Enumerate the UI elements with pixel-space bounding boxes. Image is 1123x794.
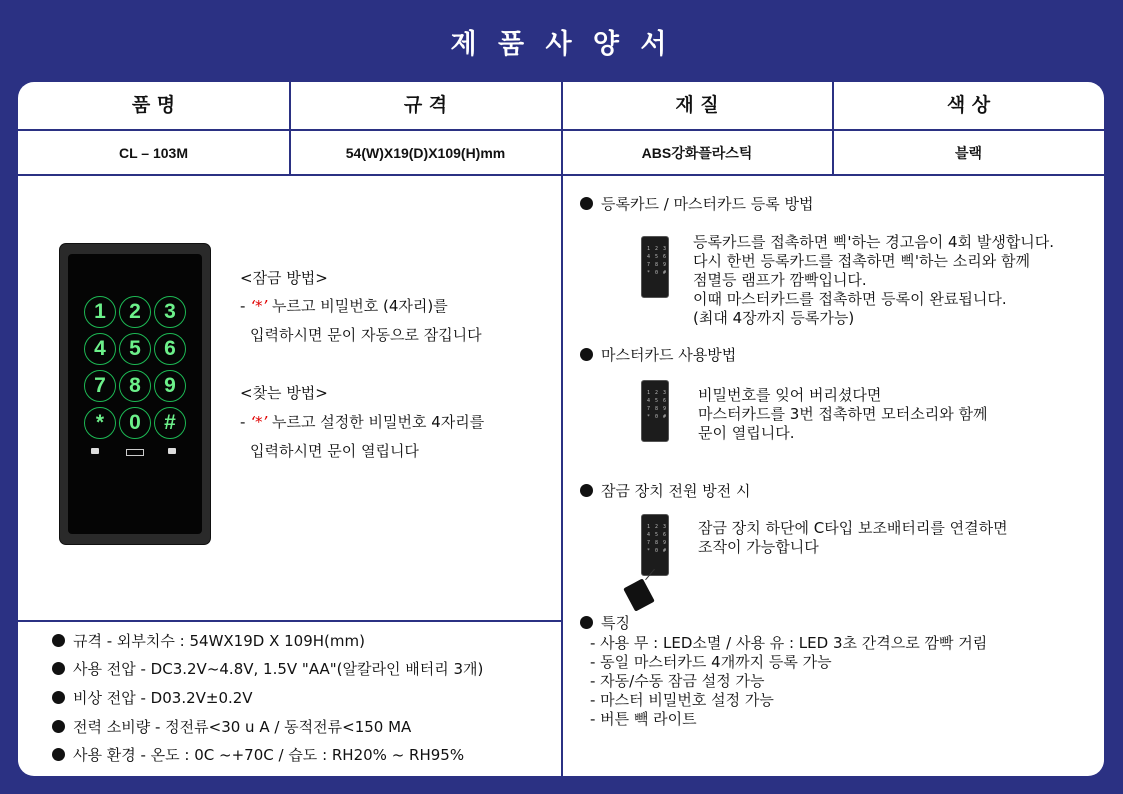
spec-product-name: CL – 103M — [119, 145, 188, 161]
master-usage-line: 문이 열립니다. — [698, 424, 795, 442]
power-out-line: 조작이 가능합니다 — [698, 538, 819, 556]
lock-method-line2: 입력하시면 문이 자동으로 잠깁니다 — [250, 326, 482, 344]
spec-item: 규격 - 외부치수 : 54WX19D X 109H(mm) — [52, 632, 365, 651]
feature-item: - 마스터 비밀번호 설정 가능 — [590, 691, 774, 709]
spec-sheet-panel — [18, 82, 1104, 776]
master-usage-heading: 마스터카드 사용방법 — [580, 346, 736, 365]
registration-heading: 등록카드 / 마스터카드 등록 방법 — [580, 195, 814, 214]
keypad-thumbnail: 1 2 3 4 5 6 7 8 9 * 0 # — [641, 380, 669, 442]
lock-icon — [91, 448, 99, 454]
open-method-line1: - ‘*’ 누르고 설정한 비밀번호 4자리를 — [240, 413, 485, 431]
open-method-line2: 입력하시면 문이 열립니다 — [250, 442, 419, 460]
spec-item: 사용 전압 - DC3.2V~4.8V, 1.5V "AA"(알칼라인 배터리 3개) — [52, 660, 483, 679]
header-dimensions: 규 격 — [403, 94, 448, 116]
key-5: 5 — [119, 333, 151, 365]
spec-item: 전력 소비량 - 정전류<30 u A / 동적전류<150 MA — [52, 718, 411, 737]
power-out-heading: 잠금 장치 전원 방전 시 — [580, 482, 750, 501]
bullet-icon — [580, 197, 593, 210]
master-usage-line: 마스터카드를 3번 접촉하면 모터소리와 함께 — [698, 405, 988, 423]
registration-line: 점멸등 램프가 깜빡입니다. — [693, 271, 867, 289]
unlock-icon — [168, 448, 176, 454]
registration-line: (최대 4장까지 등록가능) — [693, 309, 855, 327]
feature-item: - 사용 무 : LED소멸 / 사용 유 : LED 3초 간격으로 깜빡 거림 — [590, 634, 988, 652]
key-2: 2 — [119, 296, 151, 328]
spec-dimensions: 54(W)X19(D)X109(H)mm — [345, 145, 506, 161]
key-star: * — [84, 407, 116, 439]
battery-pack-image — [623, 578, 655, 611]
header-product-name: 품 명 — [131, 94, 176, 116]
key-1: 1 — [84, 296, 116, 328]
registration-line: 이때 마스터카드를 접촉하면 등록이 완료됩니다. — [693, 290, 1007, 308]
keypad-thumbnail: 1 2 3 4 5 6 7 8 9 * 0 # — [641, 236, 669, 298]
bullet-icon — [52, 720, 65, 733]
keypad-lock-image — [60, 244, 210, 544]
bullet-icon — [52, 748, 65, 761]
spec-color: 블랙 — [954, 145, 983, 161]
key-8: 8 — [119, 370, 151, 402]
header-material: 재 질 — [675, 94, 719, 116]
key-6: 6 — [154, 333, 186, 365]
power-out-line: 잠금 장치 하단에 C타입 보조배터리를 연결하면 — [698, 519, 1008, 537]
bullet-icon — [52, 634, 65, 647]
feature-item: - 동일 마스터카드 4개까지 등록 가능 — [590, 653, 832, 671]
key-0: 0 — [119, 407, 151, 439]
open-method-heading: <찾는 방법> — [240, 384, 328, 402]
bullet-icon — [580, 616, 593, 629]
key-7: 7 — [84, 370, 116, 402]
features-heading: 특징 — [580, 614, 630, 633]
key-9: 9 — [154, 370, 186, 402]
keypad-thumbnail: 1 2 3 4 5 6 7 8 9 * 0 # — [641, 514, 669, 576]
bullet-icon — [52, 691, 65, 704]
spec-item: 비상 전압 - D03.2V±0.2V — [52, 689, 253, 708]
bullet-icon — [580, 348, 593, 361]
key-3: 3 — [154, 296, 186, 328]
page-title: 제 품 사 양 서 — [450, 29, 673, 60]
bullet-icon — [52, 662, 65, 675]
battery-icon — [126, 449, 144, 456]
key-4: 4 — [84, 333, 116, 365]
bullet-icon — [580, 484, 593, 497]
registration-line: 다시 한번 등록카드를 접촉하면 삑'하는 소리와 함께 — [693, 252, 1031, 270]
lock-method-line1: - ‘*’ 누르고 비밀번호 (4자리)를 — [240, 297, 448, 315]
spec-material: ABS강화플라스틱 — [641, 145, 753, 161]
lock-method-heading: <잠금 방법> — [240, 269, 328, 287]
master-usage-line: 비밀번호를 잊어 버리셨다면 — [698, 386, 882, 404]
registration-line: 등록카드를 접촉하면 삑'하는 경고음이 4회 발생합니다. — [693, 233, 1055, 251]
key-hash: # — [154, 407, 186, 439]
feature-item: - 버튼 빽 라이트 — [590, 710, 697, 728]
feature-item: - 자동/수동 잠금 설정 가능 — [590, 672, 765, 690]
spec-item: 사용 환경 - 온도 : 0C ~+70C / 습도 : RH20% ~ RH95% — [52, 746, 464, 765]
header-color: 색 상 — [946, 94, 991, 116]
